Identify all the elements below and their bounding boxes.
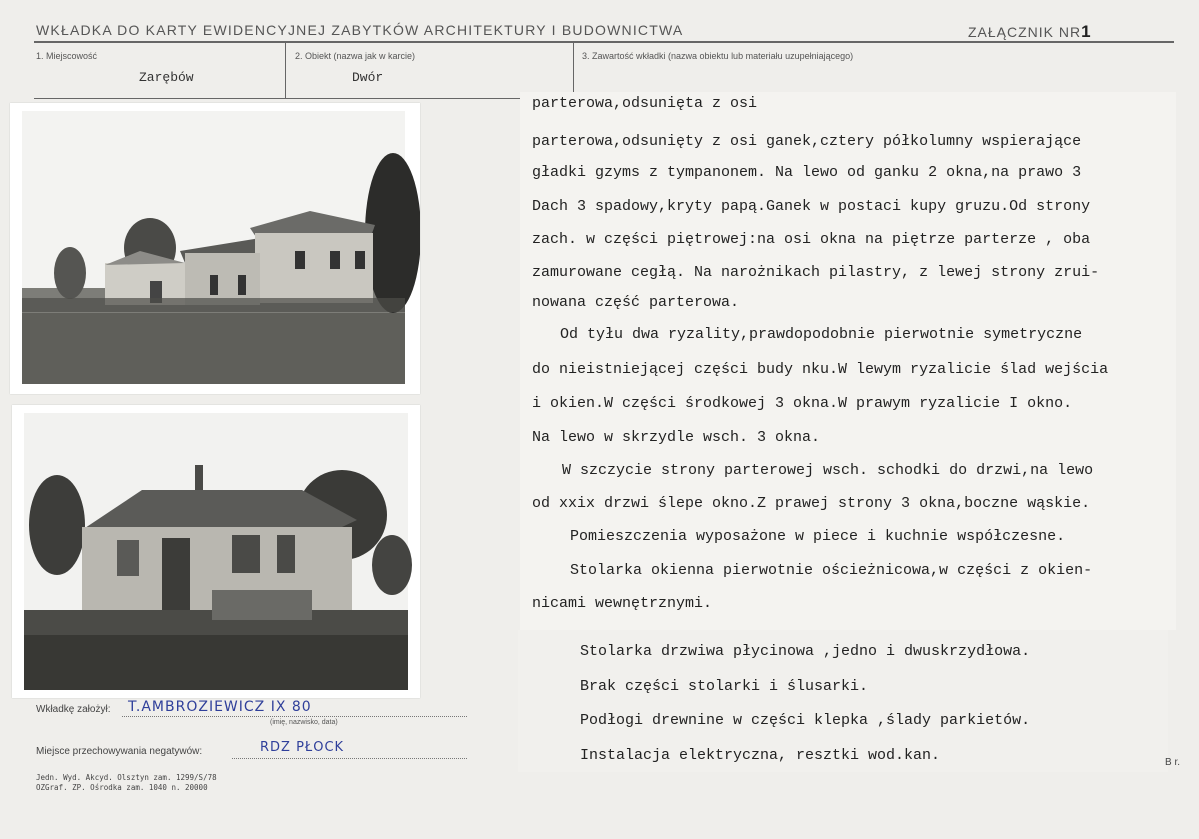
field-object-value: Dwór bbox=[352, 70, 384, 85]
founder-hint: (imię, nazwisko, data) bbox=[270, 719, 338, 726]
manor-front-image bbox=[10, 103, 420, 394]
typed-line: parterowa,odsunięty z osi ganek,cztery półkolumny wspierające bbox=[532, 133, 1082, 150]
typed-line: gładki gzyms z tympanonem. Na lewo od ganku 2 okna,na prawo 3 bbox=[532, 164, 1082, 181]
negatives-dotted-line bbox=[232, 758, 467, 759]
fields-bottom-rule bbox=[34, 98, 574, 99]
annex-number: 1 bbox=[1081, 22, 1092, 41]
field-divider bbox=[573, 43, 574, 99]
typed-line: nicami wewnętrznymi. bbox=[532, 595, 713, 612]
printer-imprint-1: Jedn. Wyd. Akcyd. Olsztyn zam. 1299/S/78 bbox=[36, 773, 217, 782]
typed-line: Podłogi drewnine w części klepka ,ślady parkietów. bbox=[580, 712, 1031, 729]
field-content-label: 3. Zawartość wkładki (nazwa obiektu lub materiału uzupełniającego) bbox=[582, 51, 854, 61]
header-rule bbox=[34, 41, 1174, 43]
founder-dotted-line bbox=[122, 716, 467, 717]
typed-line: do nieistniejącej części budy nku.W lewym ryzalicie ślad wejścia bbox=[532, 361, 1109, 378]
founder-value: T.AMBROZIEWICZ IX 80 bbox=[128, 699, 312, 715]
field-divider bbox=[285, 43, 286, 99]
typed-line: Instalacja elektryczna, resztki wod.kan. bbox=[580, 747, 941, 764]
founder-label: Wkładkę założył: bbox=[36, 704, 111, 715]
typed-line: Stolarka drzwiwa płycinowa ,jedno i dwuskrzydłowa. bbox=[580, 643, 1031, 660]
typed-line: W szczycie strony parterowej wsch. schodki do drzwi,na lewo bbox=[562, 462, 1094, 479]
typed-line: Dach 3 spadowy,kryty papą.Ganek w postaci kupy gruzu.Od strony bbox=[532, 198, 1091, 215]
printer-imprint-2: OZGraf. ZP. Ośrodka zam. 1040 n. 20000 bbox=[36, 783, 208, 792]
typed-line: od xxix drzwi ślepe okno.Z prawej strony 3 okna,boczne wąskie. bbox=[532, 495, 1091, 512]
typed-line: parterowa,odsunięta z osi bbox=[532, 95, 758, 112]
typed-line: Brak części stolarki i ślusarki. bbox=[580, 678, 869, 695]
field-locality-label: 1. Miejscowość bbox=[36, 51, 98, 61]
corner-note: B r. bbox=[1165, 757, 1181, 768]
typed-line: Na lewo w skrzydle wsch. 3 okna. bbox=[532, 429, 821, 446]
typed-line: Pomieszczenia wyposażone w piece i kuchnie współczesne. bbox=[570, 528, 1066, 545]
annex-label: ZAŁĄCZNIK NR1 bbox=[968, 22, 1092, 41]
photo-manor-front bbox=[10, 103, 420, 394]
manor-rear-image bbox=[12, 405, 420, 698]
typed-line: zamurowane cegłą. Na narożnikach pilastry, z lewej strony zrui- bbox=[532, 264, 1100, 281]
typed-line: nowana część parterowa. bbox=[532, 294, 740, 311]
card-title: WKŁADKA DO KARTY EWIDENCYJNEJ ZABYTKÓW ARCHITEKTURY I BUDOWNICTWA bbox=[36, 22, 684, 38]
typed-line: i okien.W części środkowej 3 okna.W prawym ryzalicie I okno. bbox=[532, 395, 1073, 412]
negatives-value: RDZ PŁOCK bbox=[260, 740, 345, 755]
typed-line: Stolarka okienna pierwotnie ościeżnicowa,w części z okien- bbox=[570, 562, 1093, 579]
photo-manor-rear bbox=[12, 405, 420, 698]
field-locality-value: Zarębów bbox=[139, 70, 194, 85]
typed-line: Od tyłu dwa ryzality,prawdopodobnie pierwotnie symetryczne bbox=[560, 326, 1083, 343]
negatives-label: Miejsce przechowywania negatywów: bbox=[36, 746, 203, 757]
typed-line: zach. w części piętrowej:na osi okna na piętrze parterze , oba bbox=[532, 231, 1091, 248]
field-object-label: 2. Obiekt (nazwa jak w karcie) bbox=[295, 51, 416, 61]
